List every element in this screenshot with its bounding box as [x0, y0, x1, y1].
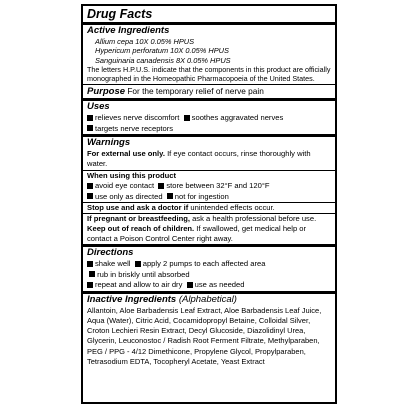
- square-bullet-icon: [87, 282, 93, 288]
- square-bullet-icon: [158, 183, 164, 189]
- square-bullet-icon: [87, 115, 93, 121]
- ingredient-row: Allium cepa 10X 0.05% HPUS: [95, 37, 195, 46]
- when-using-section: [83, 171, 335, 202]
- uses-section: [83, 101, 335, 134]
- square-bullet-icon: [87, 193, 93, 199]
- ingredient-row: Sanguinaria canadensis 8X 0.05% HPUS: [95, 55, 231, 65]
- purpose-text: For the temporary relief of nerve pain: [127, 86, 264, 97]
- list-item: relieves nerve discomfort: [87, 113, 179, 122]
- purpose-heading: Purpose: [87, 86, 126, 98]
- purpose-section: [83, 85, 335, 98]
- square-bullet-icon: [89, 271, 95, 277]
- hpus-note: The letters H.P.U.S. indicate that the components in this product are officially monographed in the Homeopathic Pharmacopoeia of the United States.: [87, 65, 331, 84]
- drug-facts-panel: [81, 4, 337, 404]
- list-item: avoid eye contact: [87, 181, 154, 190]
- ingredient-row: Hypericum perforatum 10X 0.05% HPUS: [95, 46, 229, 56]
- stop-use-warning: Stop use and ask a doctor if unintended effects occur.: [87, 203, 275, 213]
- square-bullet-icon: [135, 261, 141, 267]
- list-item: targets nerve receptors: [87, 124, 173, 133]
- panel-title: Drug Facts: [87, 7, 153, 21]
- directions-heading: Directions: [87, 247, 134, 259]
- active-ingredients-heading: Active Ingredients: [87, 25, 170, 36]
- square-bullet-icon: [167, 193, 173, 199]
- square-bullet-icon: [87, 183, 93, 189]
- list-item: rub in briskly until absorbed: [87, 270, 190, 279]
- list-item: use as needed: [185, 280, 245, 289]
- inactive-ingredients-text: Allantoin, Aloe Barbadensis Leaf Extract, Aloe Barbadensis Leaf Juice, Aqua (Water), Citric Acid, Cocamidopropyl Betaine, Colloidal Silver, Croton Lechieri Resin Extract, Decyl Glucoside, Diazolidinyl Urea, Glycerin, Leuconostoc / Radish Root Ferment Filtrate, Methylparaben, PEG / PPG - 4/12 Dimethicone, Propylene Glycol, Propylparaben, Tetrasodium EDTA, Tocopheryl Acetate, Yeast Extract: [87, 305, 322, 366]
- when-using-list: [87, 181, 331, 202]
- list-item: use only as directed: [87, 192, 163, 201]
- inactive-ingredients-heading: Inactive Ingredients (Alphabetical): [87, 293, 237, 305]
- list-item: repeat and allow to air dry: [87, 280, 182, 289]
- pregnancy-warning: If pregnant or breastfeeding, ask a health professional before use. Keep out of reach of children. If swallowed, get medical help or contact a Poison Control Center right away.: [87, 214, 317, 244]
- when-using-heading: When using this product: [87, 171, 177, 181]
- active-ingredients-section: [83, 25, 335, 84]
- list-item: soothes aggravated nerves: [182, 113, 284, 122]
- inactive-ingredients-section: [83, 294, 335, 367]
- square-bullet-icon: [184, 115, 190, 121]
- warnings-section: [83, 137, 335, 170]
- uses-heading: Uses: [87, 101, 110, 113]
- directions-list: [87, 259, 331, 291]
- square-bullet-icon: [87, 261, 93, 267]
- list-item: shake well: [87, 259, 130, 268]
- list-item: store between 32°F and 120°F: [156, 181, 269, 190]
- square-bullet-icon: [87, 125, 93, 131]
- warnings-heading: Warnings: [87, 137, 131, 149]
- uses-list: [87, 113, 331, 134]
- directions-section: [83, 247, 335, 291]
- list-item: apply 2 pumps to each affected area: [133, 259, 266, 268]
- list-item: not for ingestion: [165, 192, 229, 201]
- external-use-warning: For external use only. If eye contact occurs, rinse thoroughly with water.: [87, 149, 311, 169]
- square-bullet-icon: [187, 282, 193, 288]
- inactive-heading-suffix: (Alphabetical): [178, 293, 237, 305]
